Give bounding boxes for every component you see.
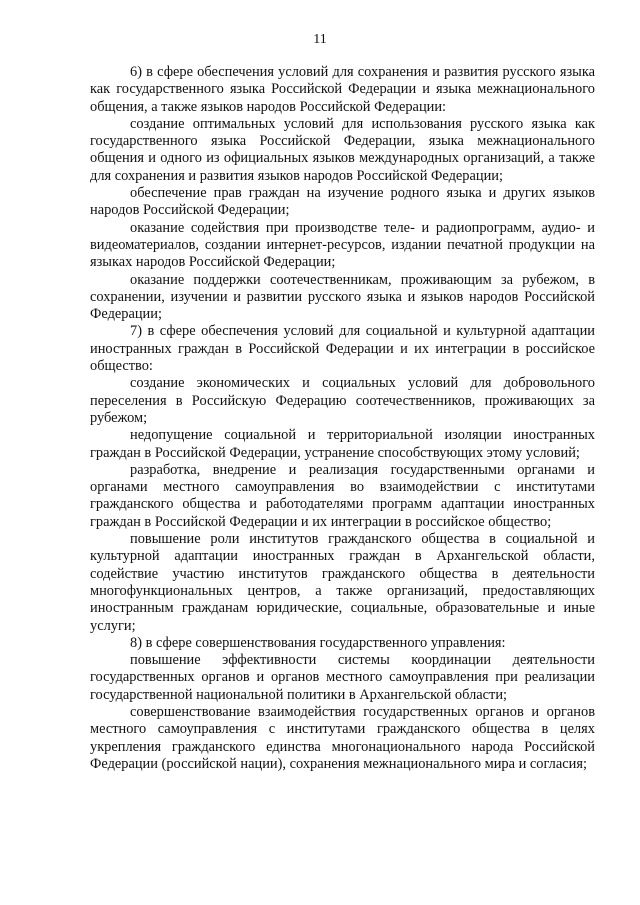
paragraph-resettlement: создание экономических и социальных условий для добровольного переселения в Российскую Федерацию соотечественников, проживающих за рубежом; — [90, 375, 595, 426]
paragraph-compatriots-support: оказание поддержки соотечественникам, проживающим за рубежом, в сохранении, изучении и развитии русского языка и языков народов Российской Федерации; — [90, 271, 595, 323]
paragraph-isolation-prevention: недопущение социальной и территориальной изоляции иностранных граждан в Российской Федерации, устранение способствующих этому условий; — [90, 427, 595, 461]
paragraph-civil-society-role: повышение роли институтов гражданского общества в социальной и культурной адаптации иностранных граждан в Архангельской области, содействие участию институтов гражданского общества в деятельности многофункциональных центров, а также организаций, предоставляющих иностранным гражданам юридические, социальные, образовательные и иные услуги; — [90, 531, 595, 634]
document-body — [90, 64, 595, 773]
page-number: 11 — [313, 32, 327, 47]
paragraph-native-language-rights: обеспечение прав граждан на изучение родного языка и других языков народов Российской Федерации; — [90, 185, 595, 219]
paragraph-language-conditions: создание оптимальных условий для использования русского языка как государственного языка Российской Федерации, языка межнационального общения и одного из официальных языков международных организаций, а также для сохранения и развития языков народов Российской Федерации; — [90, 115, 595, 184]
paragraph-interaction: совершенствование взаимодействия государственных органов и органов местного самоуправления с институтами гражданского общества в целях укрепления гражданского единства многонационального народа Российской Федерации (российской нации), сохранения межнационального мира и согласия; — [90, 703, 595, 772]
paragraph-media-support: оказание содействия при производстве теле- и радиопрограмм, аудио- и видеоматериалов, создании интернет-ресурсов, издании печатной продукции на языках народов Российской Федерации; — [90, 219, 595, 271]
paragraph-governance-heading: 8) в сфере совершенствования государственного управления: — [130, 634, 506, 651]
paragraph-adaptation-heading: 7) в сфере обеспечения условий для социальной и культурной адаптации иностранных граждан в Российской Федерации и их интеграции в российское общество: — [90, 323, 595, 375]
paragraph-language-heading: 6) в сфере обеспечения условий для сохранения и развития русского языка как государственного языка Российской Федерации и языка межнационального общения, а также языков народов Российской Федерации: — [90, 64, 595, 115]
paragraph-coordination: повышение эффективности системы координации деятельности государственных органов и органов местного самоуправления при реализации государственной национальной политики в Архангельской области; — [90, 652, 595, 703]
paragraph-adaptation-programs: разработка, внедрение и реализация государственными органами и органами местного самоуправления во взаимодействии с институтами гражданского общества и работодателями программ адаптации иностранных граждан в Российской Федерации и их интеграции в российское общество; — [90, 461, 595, 530]
